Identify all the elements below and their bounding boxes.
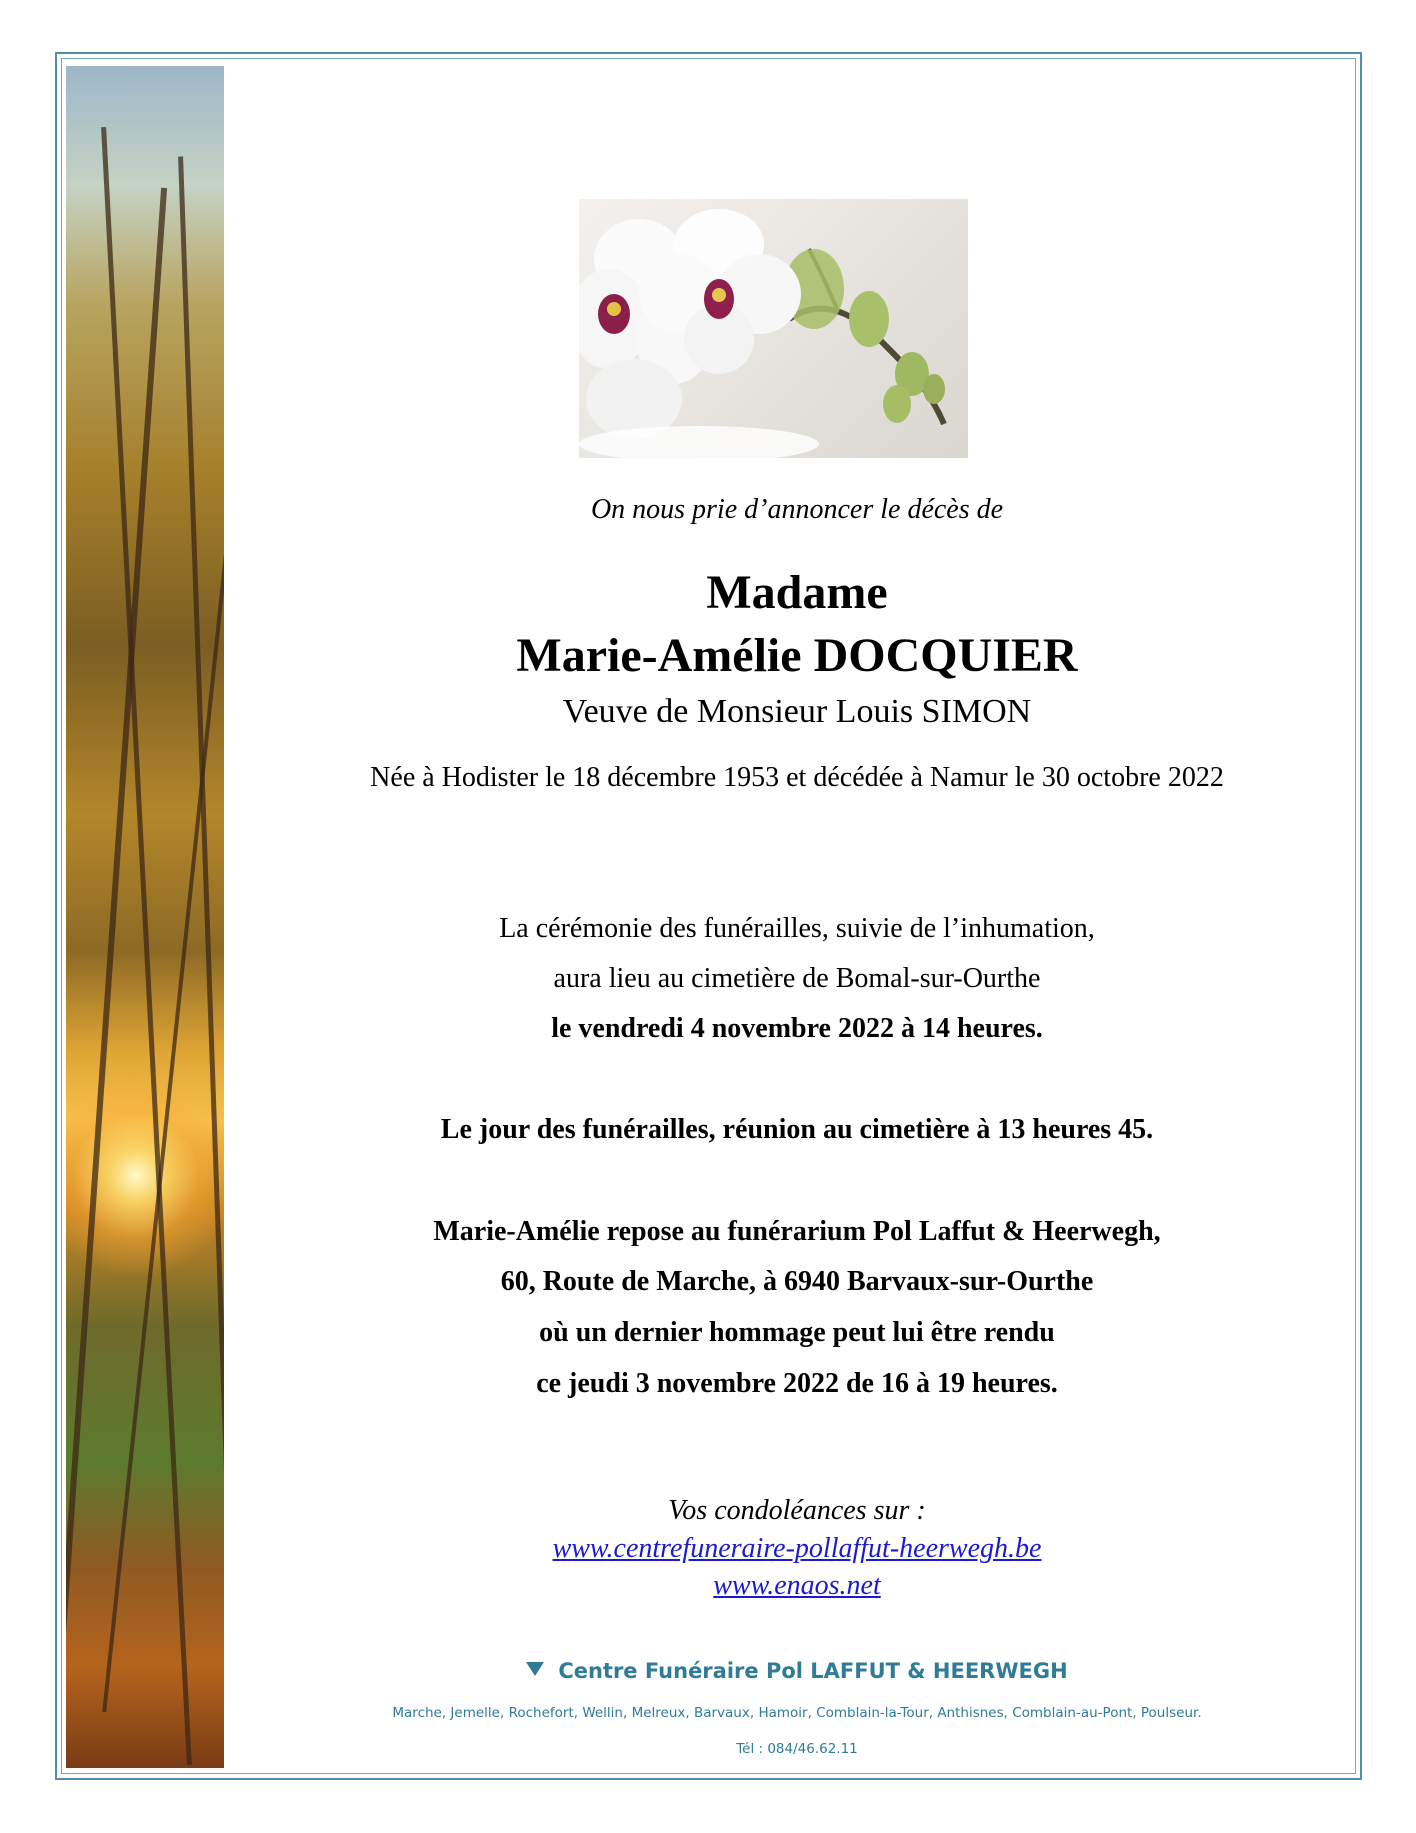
meeting-line: Le jour des funérailles, réunion au cimetière à 13 heures 45. <box>440 1114 1154 1145</box>
funeral-center-link[interactable]: www.centrefuneraire-pollaffut-heerwegh.be <box>552 1533 1042 1564</box>
condolences-link-container <box>232 1533 1362 1565</box>
deceased-name: Marie-Amélie DOCQUIER <box>516 629 1078 682</box>
enaos-link[interactable]: www.enaos.net <box>713 1570 881 1601</box>
enaos-link-container <box>232 1570 1362 1602</box>
ceremony-date: le vendredi 4 novembre 2022 à 14 heures. <box>551 1013 1043 1044</box>
repose-line-3: où un dernier hommage peut lui être rendu <box>539 1317 1055 1348</box>
birth-death-dates: Née à Hodister le 18 décembre 1953 et décédée à Namur le 30 octobre 2022 <box>370 762 1224 793</box>
footer-brand <box>232 1659 1362 1683</box>
deceased-title: Madame <box>706 566 888 619</box>
triangle-down-icon <box>526 1662 544 1676</box>
autumn-forest-image <box>66 66 224 1768</box>
condolences-label: Vos condoléances sur : <box>668 1495 926 1526</box>
repose-address: 60, Route de Marche, à 6940 Barvaux-sur-Ourthe <box>500 1266 1094 1297</box>
ceremony-line-1: La cérémonie des funérailles, suivie de l’inhumation, <box>499 913 1095 944</box>
footer-brand-name: Centre Funéraire Pol LAFFUT & HEERWEGH <box>558 1659 1068 1683</box>
widow-line: Veuve de Monsieur Louis SIMON <box>562 693 1032 730</box>
orchid-image <box>579 199 968 458</box>
footer-phone: Tél : 084/46.62.11 <box>736 1741 858 1757</box>
footer-towns: Marche, Jemelle, Rochefort, Wellin, Melreux, Barvaux, Hamoir, Comblain-la-Tour, Anthisnes, Comblain-au-Pont, Poulseur. <box>392 1705 1202 1721</box>
tree-trunk <box>101 127 192 1765</box>
orchid-illustration <box>579 199 968 458</box>
repose-line-1: Marie-Amélie repose au funérarium Pol Laffut & Heerwegh, <box>433 1216 1161 1247</box>
intro-text: On nous prie d’annoncer le décès de <box>590 494 1004 525</box>
visitation-time: ce jeudi 3 novembre 2022 de 16 à 19 heures. <box>536 1368 1058 1399</box>
ceremony-line-2: aura lieu au cimetière de Bomal-sur-Ourthe <box>553 963 1041 994</box>
